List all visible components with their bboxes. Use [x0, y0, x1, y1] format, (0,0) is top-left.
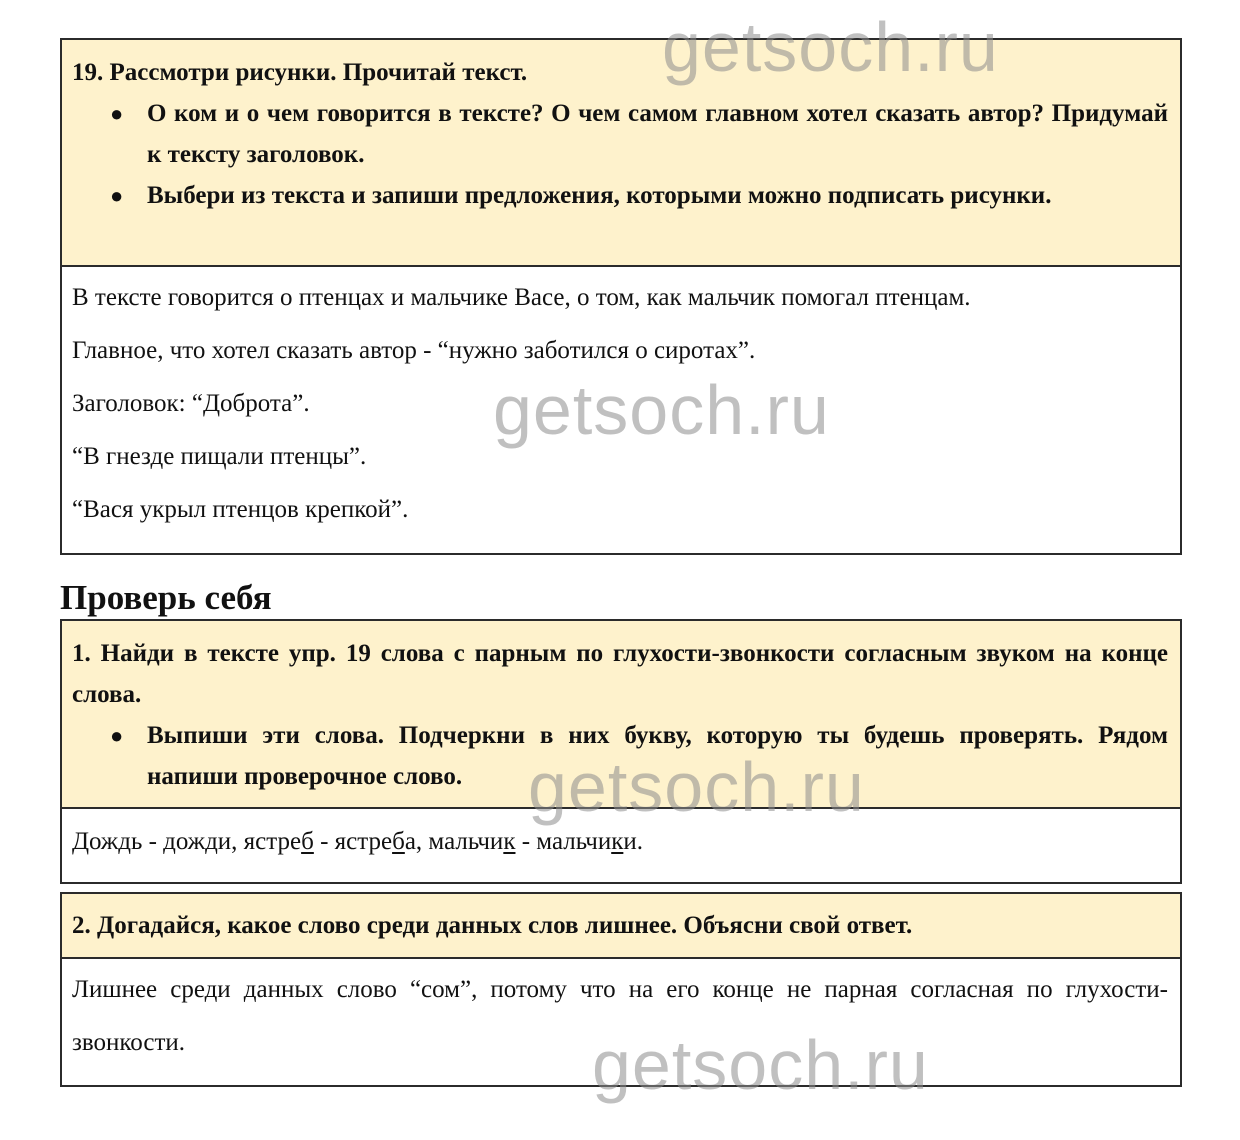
task-1-card [60, 619, 1182, 884]
answer-line: Главное, что хотел сказать автор - “нужно заботился о сиротах”. [72, 337, 756, 364]
task-19-question [62, 40, 1180, 267]
answer-line: В тексте говорится о птенцах и мальчике Васе, о том, как мальчик помогал птенцам. [72, 284, 971, 311]
bullet-icon: ● [110, 183, 124, 208]
answer-line: “В гнезде пищали птенцы”. [72, 443, 367, 470]
answer-text: Дож [72, 828, 119, 855]
answer-text: и. [623, 828, 643, 855]
watermark-text: getsoch.ru [528, 748, 865, 826]
task-2-answer [62, 959, 1180, 1083]
task-19-bullet-2 [72, 175, 1168, 216]
task-19-bullet-2-text: Выбери из текста и запиши предложения, которыми можно подписать рисунки. [147, 182, 1052, 209]
task-1-question [62, 621, 1180, 809]
answer-text: - мальчи [515, 828, 612, 855]
answer-line: Заголовок: “Доброта”. [72, 390, 310, 417]
watermark-text: getsoch.ru [493, 371, 830, 449]
task-1-bullet-1 [72, 715, 1168, 797]
answer-text: ь - дож [130, 828, 206, 855]
task-1-bullet-1-text: Выпиши эти слова. Подчеркни в них букву, которую ты будешь проверять. Рядом напиши проверочное слово. [147, 722, 1168, 790]
underlined-letter: б [392, 828, 405, 855]
answer-text: и, ястре [217, 828, 302, 855]
bullet-icon: ● [110, 723, 124, 748]
underlined-letter: к [503, 828, 516, 855]
task-1-answer [62, 809, 1180, 882]
answer-text: Лишнее среди данных слово “сом”, потому что на его конце не парная согласная по глухости-звонкости. [72, 976, 1168, 1056]
task-2-card [60, 892, 1182, 1087]
task-1-title: 1. Найди в тексте упр. 19 слова с парным по глухости-звонкости согласным звуком на конце слова. [72, 640, 1168, 708]
task-19-title: 19. Рассмотри рисунки. Прочитай текст. [72, 59, 528, 86]
answer-line: “Вася укрыл птенцов крепкой”. [72, 496, 409, 523]
section-heading: Проверь себя [60, 578, 272, 617]
underlined-letter: к [611, 828, 624, 855]
task-19-answer [62, 267, 1180, 550]
watermark-text: getsoch.ru [662, 8, 999, 86]
underlined-letter: д [205, 828, 218, 855]
answer-text: - ястре [313, 828, 393, 855]
answer-text: а, мальчи [404, 828, 504, 855]
underlined-letter: д [118, 828, 131, 855]
task-19-bullet-1-text: О ком и о чем говорится в тексте? О чем самом главном хотел сказать автор? Придумай к тексту заголовок. [147, 100, 1168, 168]
watermark-text: getsoch.ru [592, 1026, 929, 1104]
underlined-letter: б [301, 828, 314, 855]
task-19-bullet-1 [72, 93, 1168, 175]
bullet-icon: ● [110, 101, 124, 126]
task-19-card [60, 38, 1182, 555]
task-2-question [62, 894, 1180, 959]
task-2-title: 2. Догадайся, какое слово среди данных слов лишнее. Объясни свой ответ. [72, 912, 913, 939]
